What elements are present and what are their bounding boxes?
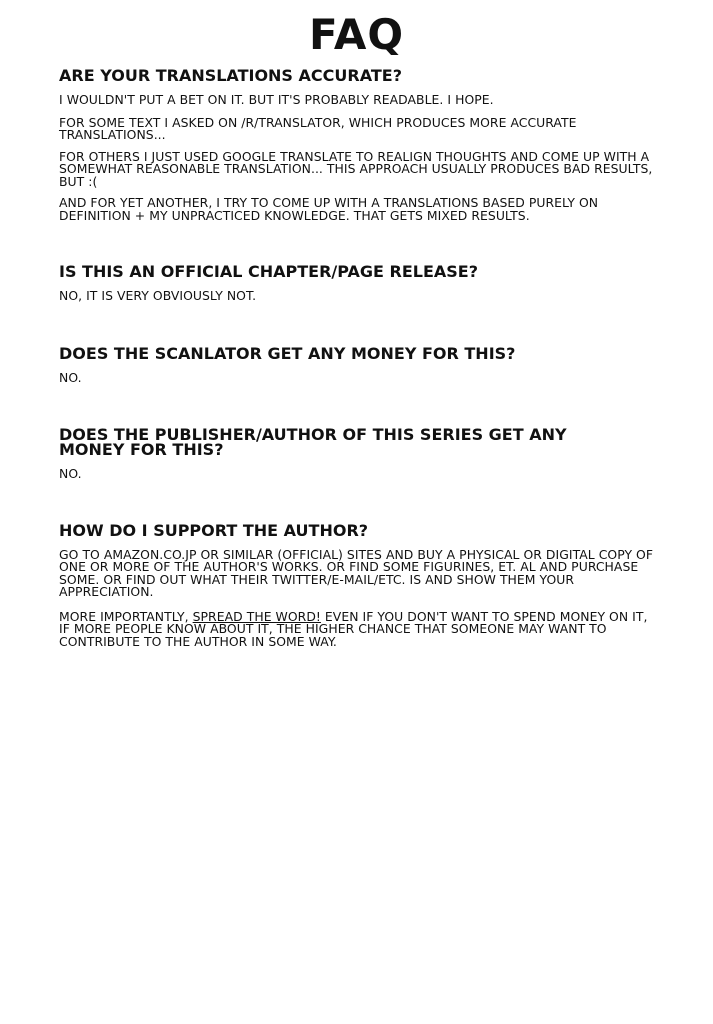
faq-question: HOW DO I SUPPORT THE AUTHOR? <box>59 520 369 540</box>
answer-text-before: MORE IMPORTANTLY, <box>59 608 193 624</box>
faq-answer: NO, IT IS VERY OBVIOUSLY NOT. <box>59 288 257 303</box>
faq-item-author-money <box>59 427 659 481</box>
answer-text-after: EVEN IF YOU DON'T WANT TO SPEND MONEY ON IT, IF MORE PEOPLE KNOW ABOUT IT, THE HIGHER CHANCE THAT SOMEONE MAY WANT TO CONTRIBUTE TO THE AUTHOR IN SOME WAY. <box>59 608 648 649</box>
faq-answer: FOR SOME TEXT I ASKED ON /R/TRANSLATOR, WHICH PRODUCES MORE ACCURATE TRANSLATIONS... <box>59 114 577 142</box>
faq-question: IS THIS AN OFFICIAL CHAPTER/PAGE RELEASE? <box>59 262 479 281</box>
faq-item-support-author <box>59 520 659 649</box>
faq-item-official-release <box>59 264 659 303</box>
faq-answer: I WOULDN'T PUT A BET ON IT. BUT IT'S PROBABLY READABLE. I HOPE. <box>59 92 494 107</box>
faq-list <box>59 68 659 657</box>
faq-item-translations-accurate <box>59 68 659 222</box>
spread-the-word-emphasis: SPREAD THE WORD! <box>192 608 321 624</box>
page-title: FAQ <box>308 10 405 59</box>
faq-answer: NO. <box>59 466 82 481</box>
faq-answer-final <box>59 608 659 649</box>
faq-item-scanlator-money <box>59 343 659 385</box>
faq-answer: NO. <box>59 369 82 385</box>
faq-question: DOES THE SCANLATOR GET ANY MONEY FOR THIS? <box>59 343 516 363</box>
faq-answer: GO TO AMAZON.CO.JP OR SIMILAR (OFFICIAL) SITES AND BUY A PHYSICAL OR DIGITAL COPY OF ONE OR MORE OF THE AUTHOR'S WORKS. OR FIND SOME FIGURINES, ET. AL AND PURCHASE SOME. OR FIND OUT WHAT THEIR TWITTER/E-MAIL/ETC. IS AND SHOW THEM YOUR APPRECIATION. <box>59 546 654 599</box>
faq-question: ARE YOUR TRANSLATIONS ACCURATE? <box>59 66 402 85</box>
faq-answer: AND FOR YET ANOTHER, I TRY TO COME UP WITH A TRANSLATIONS BASED PURELY ON DEFINITION + MY UNPRACTICED KNOWLEDGE. THAT GETS MIXED RESULTS. <box>59 195 599 223</box>
faq-question: DOES THE PUBLISHER/AUTHOR OF THIS SERIES GET ANY MONEY FOR THIS? <box>59 425 567 459</box>
faq-answer: FOR OTHERS I JUST USED GOOGLE TRANSLATE TO REALIGN THOUGHTS AND COME UP WITH A SOMEWHAT REASONABLE TRANSLATION... THIS APPROACH USUALLY PRODUCES BAD RESULTS, BUT :( <box>59 148 653 189</box>
